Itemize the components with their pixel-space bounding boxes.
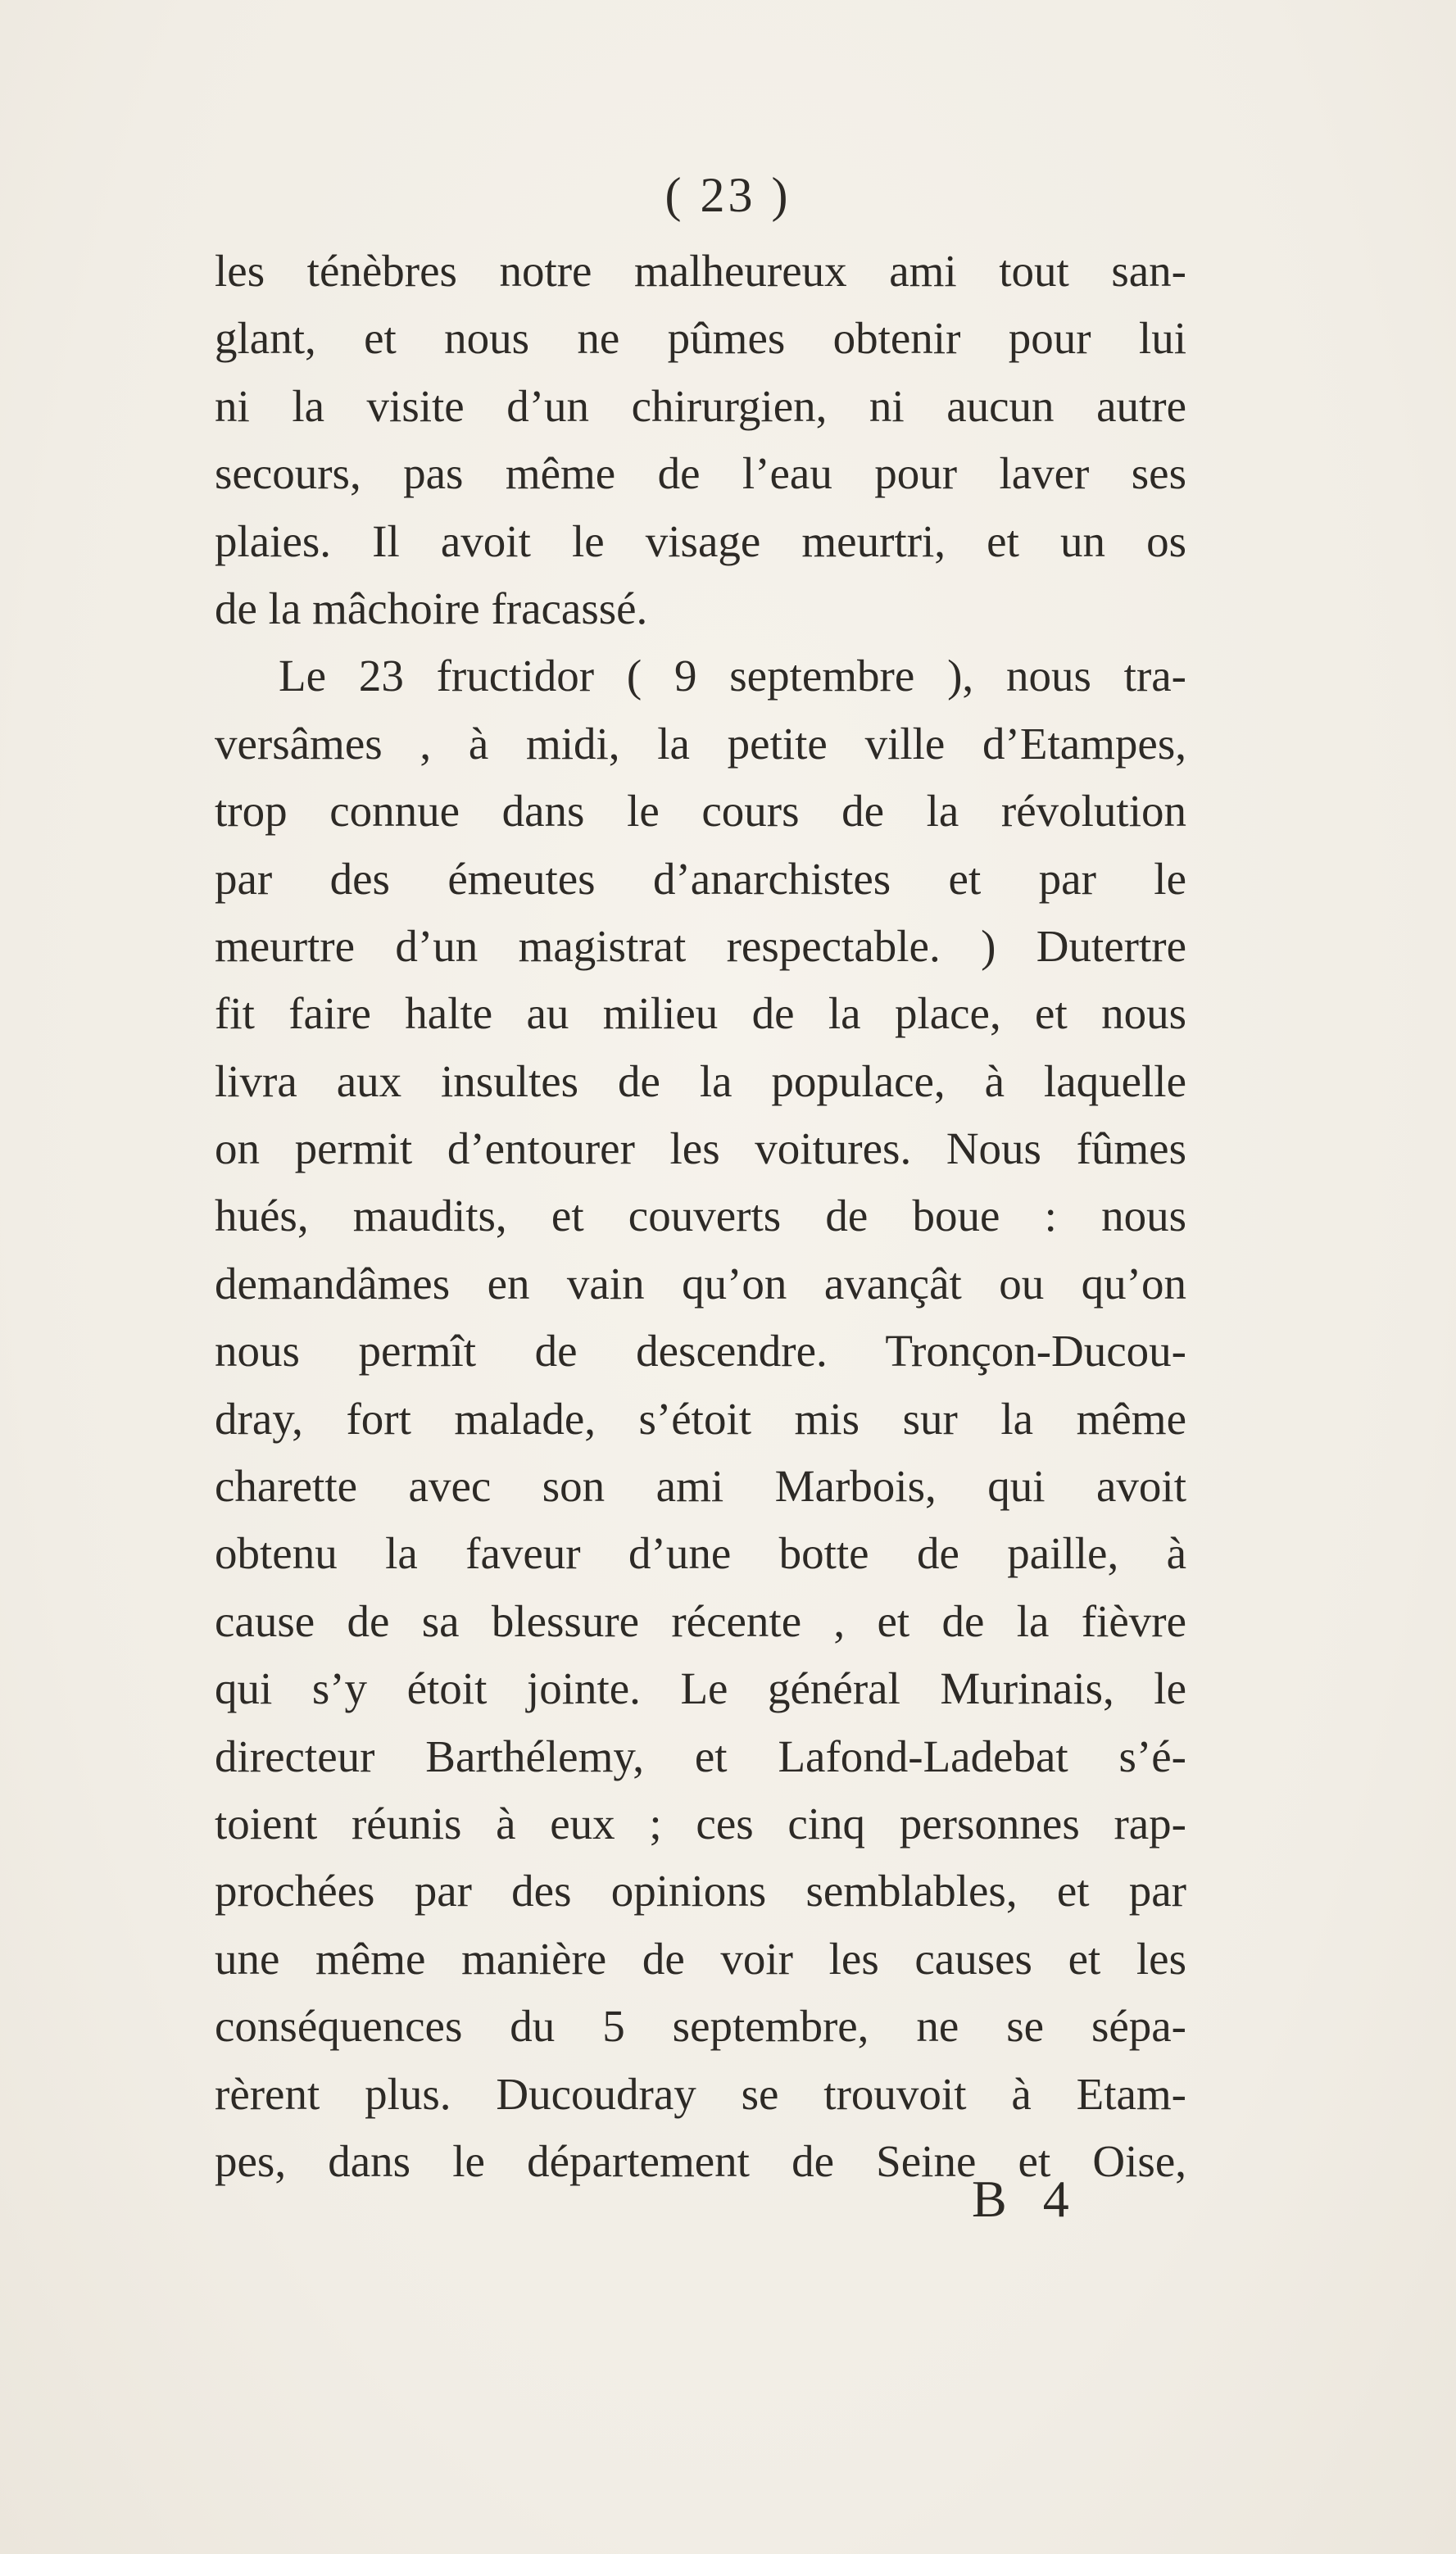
body-text: [215, 238, 1186, 2195]
text-line: nous permît de descendre. Tronçon-Ducou-: [215, 1326, 1186, 1377]
text-line: rèrent plus. Ducoudray se trouvoit à Etam-: [215, 2068, 1186, 2119]
text-line: pes, dans le département de Seine et Oise,: [215, 2135, 1186, 2186]
signature-mark: B 4: [972, 2170, 1081, 2228]
text-line: hués, maudits, et couverts de boue : nous: [215, 1191, 1186, 1241]
text-line: fit faire halte au milieu de la place, et nous: [215, 988, 1186, 1039]
text-line: meurtre d’un magistrat respectable. ) Dutertre: [215, 920, 1186, 971]
text-line: qui s’y étoit jointe. Le général Murinais, le: [215, 1663, 1186, 1714]
text-line: une même manière de voir les causes et les: [215, 1933, 1186, 1984]
text-line: charette avec son ami Marbois, qui avoit: [215, 1461, 1186, 1512]
page-number: ( 23 ): [664, 168, 792, 222]
text-line: demandâmes en vain qu’on avançât ou qu’on: [215, 1258, 1186, 1309]
text-line: toient réunis à eux ; ces cinq personnes rap-: [215, 1798, 1186, 1849]
text-line: livra aux insultes de la populace, à laquelle: [215, 1055, 1186, 1106]
paragraph-start-line: Le 23 fructidor ( 9 septembre ), nous tra-: [279, 651, 1186, 701]
text-line: par des émeutes d’anarchistes et par le: [215, 853, 1186, 904]
text-line: dray, fort malade, s’étoit mis sur la même: [215, 1393, 1186, 1444]
text-line: plaies. Il avoit le visage meurtri, et un os: [215, 515, 1186, 566]
text-line: conséquences du 5 septembre, ne se sépa-: [215, 2001, 1186, 2052]
text-line: glant, et nous ne pûmes obtenir pour lui: [215, 313, 1186, 364]
text-line: prochées par des opinions semblables, et par: [215, 1866, 1186, 1917]
text-line: les ténèbres notre malheureux ami tout san-: [215, 246, 1186, 296]
text-line: ni la visite d’un chirurgien, ni aucun autre: [215, 380, 1186, 431]
text-line: on permit d’entourer les voitures. Nous fûmes: [215, 1123, 1186, 1174]
text-line: directeur Barthélemy, et Lafond-Ladebat s’é-: [215, 1731, 1186, 1781]
text-line: trop connue dans le cours de la révolution: [215, 786, 1186, 837]
text-line: secours, pas même de l’eau pour laver ses: [215, 448, 1186, 499]
text-line: de la mâchoire fracassé.: [215, 583, 648, 633]
text-line: cause de sa blessure récente , et de la fièvre: [215, 1595, 1186, 1646]
text-line: obtenu la faveur d’une botte de paille, à: [215, 1528, 1186, 1579]
text-line: versâmes , à midi, la petite ville d’Etampes,: [215, 718, 1186, 769]
